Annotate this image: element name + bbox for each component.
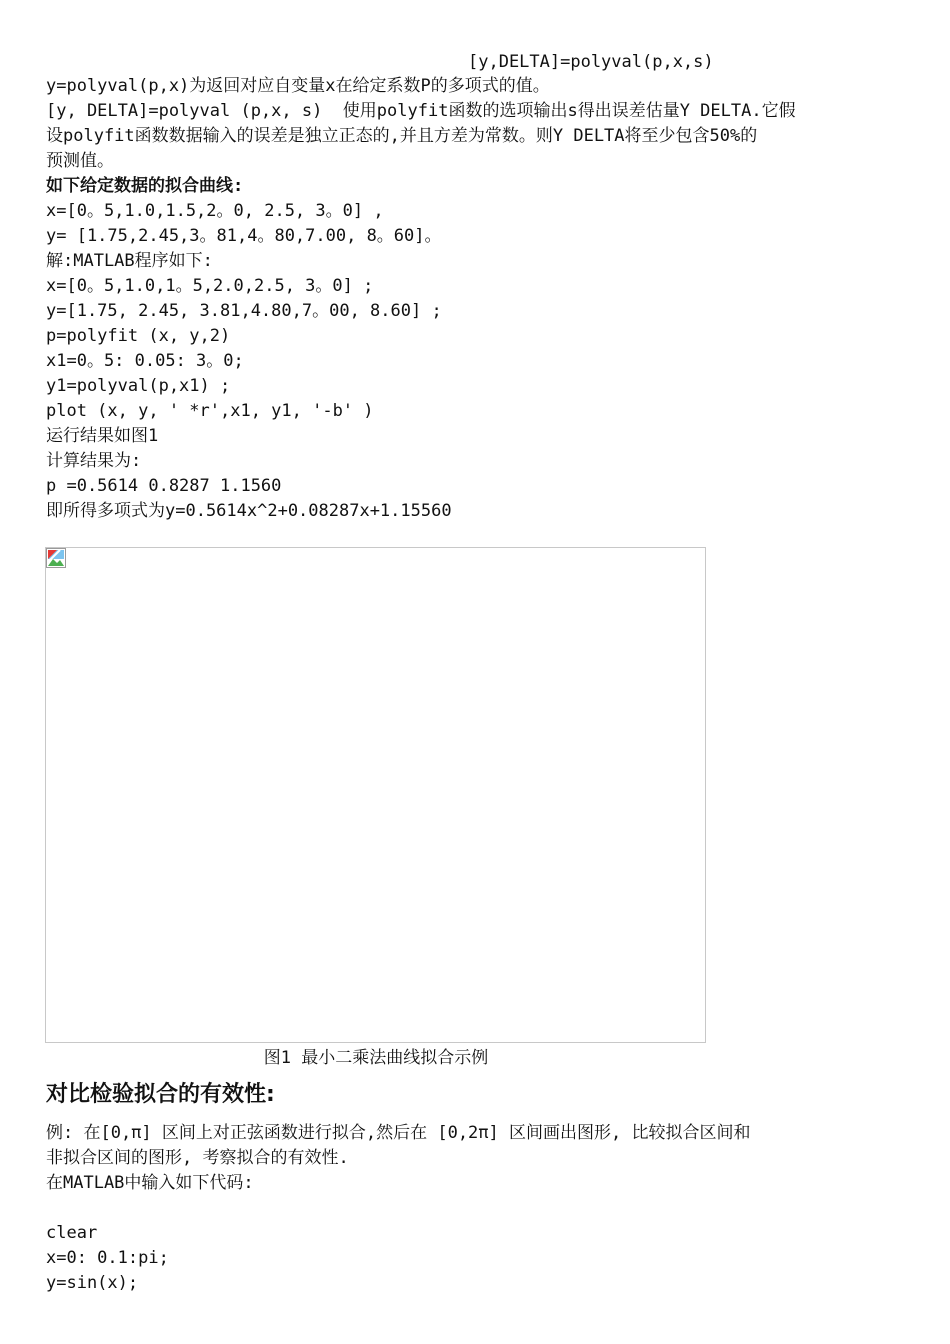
subheading: 如下给定数据的拟合曲线: (46, 176, 244, 196)
text-line: 即所得多项式为y=0.5614x^2+0.08287x+1.15560 (46, 501, 452, 521)
text-line: y=polyval(p,x)为返回对应自变量x在给定系数P的多项式的值。 (46, 76, 550, 96)
code-line: x=0: 0.1:pi; (46, 1248, 169, 1268)
code-line: x=[0。5,1.0,1.5,2。0, 2.5, 3。0] , (46, 201, 384, 221)
broken-image-icon (46, 548, 66, 568)
text-line: 设polyfit函数数据输入的误差是独立正态的,并且方差为常数。则Y DELTA将至少包含50%的 (46, 126, 758, 146)
code-line: x=[0。5,1.0,1。5,2.0,2.5, 3。0] ; (46, 276, 374, 296)
text-line: 解:MATLAB程序如下: (46, 251, 213, 271)
code-line: x1=0。5: 0.05: 3。0; (46, 351, 244, 371)
section-heading: 对比检验拟合的有效性: (46, 1082, 275, 1107)
text-line: 预测值。 (46, 151, 114, 171)
code-line: p=polyfit (x, y,2) (46, 326, 231, 346)
text-line: 例: 在[0,π] 区间上对正弦函数进行拟合,然后在 [0,2π] 区间画出图形, 比较拟合区间和 (46, 1123, 751, 1143)
text-line: [y, DELTA]=polyval (p,x, s) 使用polyfit函数的选项输出s得出误差估量Y DELTA.它假 (46, 101, 796, 121)
code-line: y=sin(x); (46, 1273, 139, 1293)
code-line: y=[1.75, 2.45, 3.81,4.80,7。00, 8.60] ; (46, 301, 442, 321)
code-line: plot (x, y, ' *r',x1, y1, '-b' ) (46, 401, 374, 421)
figure-placeholder (45, 547, 706, 1043)
text-line: 在MATLAB中输入如下代码: (46, 1173, 254, 1193)
result-line: p =0.5614 0.8287 1.1560 (46, 476, 282, 496)
text-line: 计算结果为: (46, 451, 142, 471)
code-line: y= [1.75,2.45,3。81,4。80,7.00, 8。60]。 (46, 226, 442, 246)
text-line: 非拟合区间的图形, 考察拟合的有效性. (46, 1148, 349, 1168)
code-line: y1=polyval(p,x1) ; (46, 376, 231, 396)
code-line: clear (46, 1223, 98, 1243)
syntax-line: [y,DELTA]=polyval(p,x,s) (468, 52, 714, 72)
text-line: 运行结果如图1 (46, 426, 159, 446)
figure-caption: 图1 最小二乘法曲线拟合示例 (263, 1048, 489, 1068)
